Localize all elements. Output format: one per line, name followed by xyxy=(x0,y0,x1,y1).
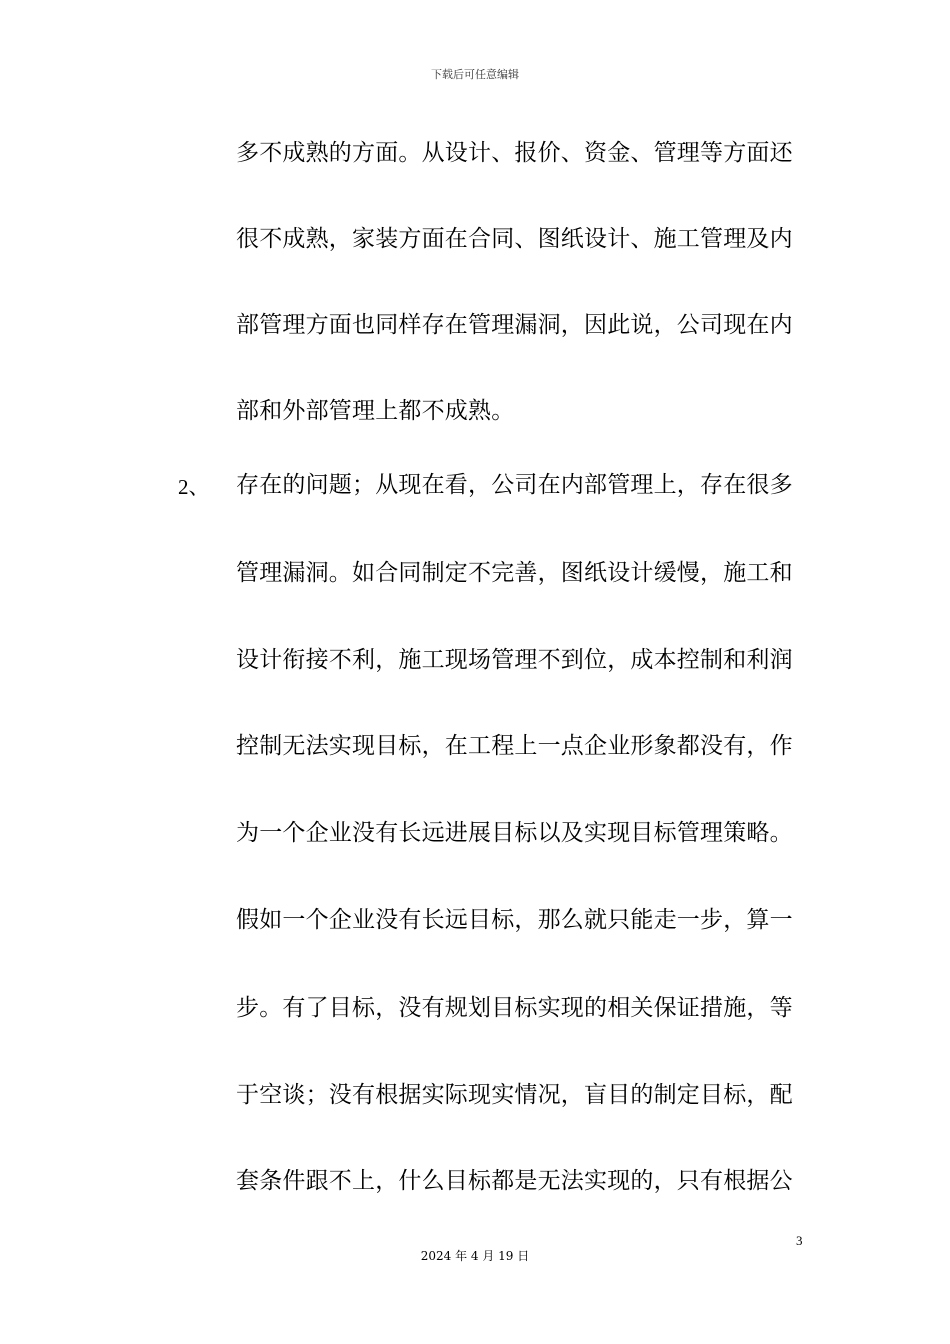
body-text-line: 存在的问题；从现在看，公司在内部管理上，存在很多 xyxy=(236,472,793,498)
body-text-line: 很不成熟，家装方面在合同、图纸设计、施工管理及内 xyxy=(236,226,793,252)
body-text-line: 管理漏洞。如合同制定不完善，图纸设计缓慢，施工和 xyxy=(236,560,793,586)
body-text-line: 部管理方面也同样存在管理漏洞，因此说，公司现在内 xyxy=(236,312,793,338)
body-text-line: 假如一个企业没有长远目标，那么就只能走一步，算一 xyxy=(236,907,793,933)
body-text-line: 设计衔接不利，施工现场管理不到位，成本控制和利润 xyxy=(236,647,793,673)
body-text-line: 部和外部管理上都不成熟。 xyxy=(236,398,515,424)
body-text-line: 控制无法实现目标，在工程上一点企业形象都没有，作 xyxy=(236,733,793,759)
body-text-line: 为一个企业没有长远进展目标以及实现目标管理策略。 xyxy=(236,820,793,846)
page-number: 3 xyxy=(796,1233,803,1248)
footer-date: 2024 年 4 月 19 日 xyxy=(420,1249,530,1263)
body-text-line: 套条件跟不上，什么目标都是无法实现的，只有根据公 xyxy=(236,1168,793,1194)
body-text-line: 步。有了目标，没有规划目标实现的相关保证措施，等 xyxy=(236,995,793,1021)
page-header: 下载后可任意编辑 xyxy=(431,68,519,81)
body-text-line: 于空谈；没有根据实际现实情况，盲目的制定目标，配 xyxy=(236,1082,793,1108)
list-item-number: 2、 xyxy=(178,475,210,499)
body-text-line: 多不成熟的方面。从设计、报价、资金、管理等方面还 xyxy=(236,140,793,166)
